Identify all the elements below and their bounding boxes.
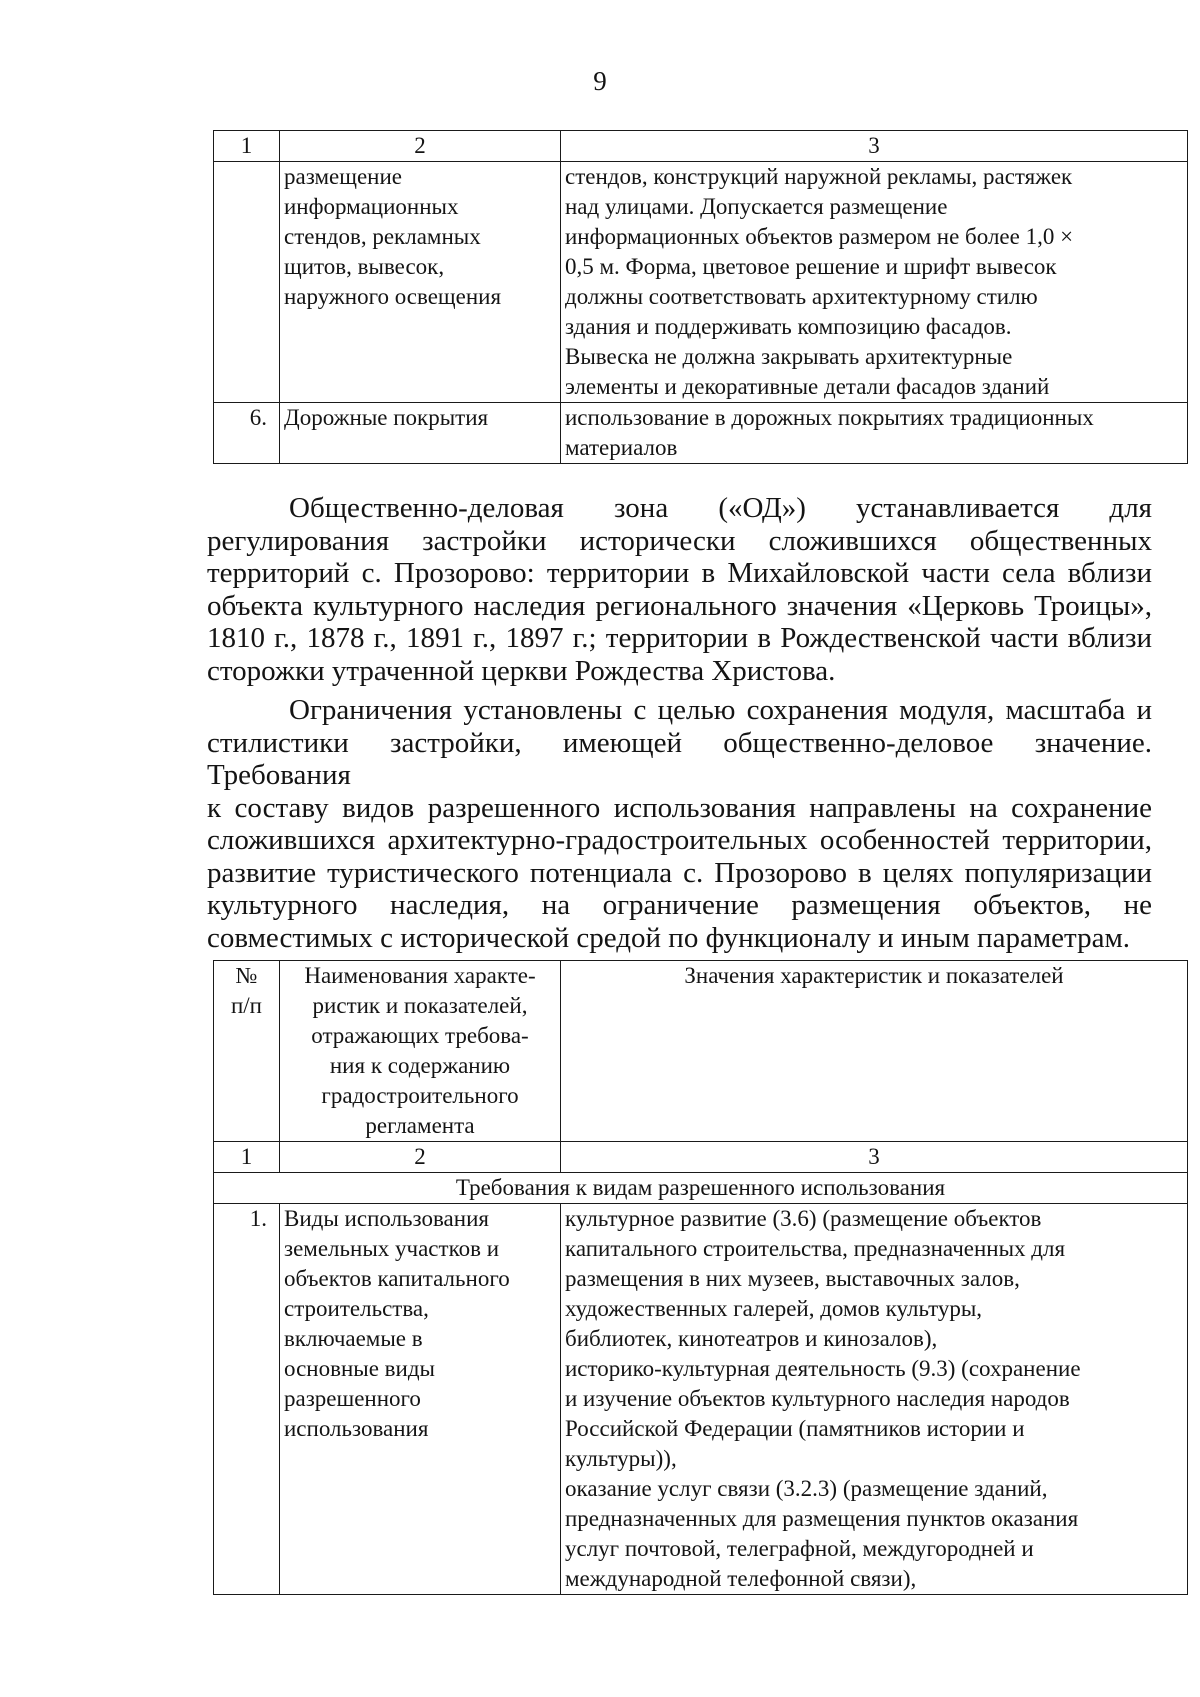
- cell-line: международной телефонной связи),: [565, 1566, 917, 1591]
- page-number: 9: [593, 66, 607, 96]
- column-header-row: [214, 961, 1188, 1142]
- bottom-regulation-table: [213, 960, 1188, 1595]
- cell-line: строительства,: [284, 1296, 429, 1321]
- cell-line: художественных галерей, домов культуры,: [565, 1296, 983, 1321]
- index-col-2: 2: [280, 1142, 561, 1173]
- row-name: [280, 1204, 561, 1595]
- cell-line: культурное развитие (3.6) (размещение объектов: [565, 1206, 1042, 1231]
- paragraph-line: территорий с. Прозорово: территории в Михайловской части села вблизи: [207, 557, 1152, 589]
- cell-line: над улицами. Допускается размещение: [565, 194, 948, 219]
- table-row: [214, 1204, 1188, 1595]
- cell-line: основные виды: [284, 1356, 435, 1381]
- cell-line: услуг почтовой, телеграфной, междугородней и: [565, 1536, 1034, 1561]
- cell-line: стендов, рекламных: [284, 224, 481, 249]
- row-number: 1.: [214, 1204, 280, 1595]
- cell-line: размещения в них музеев, выставочных залов,: [565, 1266, 1020, 1291]
- paragraph-line: объекта культурного наследия регионального значения «Церковь Троицы»,: [207, 589, 1152, 622]
- cell-line: использования: [284, 1416, 429, 1441]
- cell-line: размещение: [284, 164, 402, 189]
- name-header: [280, 961, 561, 1142]
- section-title-row: [214, 1173, 1188, 1204]
- paragraph-line: 1810 г., 1878 г., 1891 г., 1897 г.; территории в Рождественской части вблизи: [207, 622, 1152, 654]
- cell-line: №: [235, 963, 258, 988]
- row-value: [561, 162, 1188, 403]
- header-col-2: 2: [280, 131, 561, 162]
- row-name: [280, 162, 561, 403]
- cell-line: ристик и показателей,: [312, 993, 528, 1018]
- cell-line: библиотек, кинотеатров и кинозалов),: [565, 1326, 938, 1351]
- table-header-row: [214, 131, 1188, 162]
- paragraph-line: Общественно-деловая зона («ОД») устанавливается для: [289, 492, 1152, 524]
- index-col-1: 1: [214, 1142, 280, 1173]
- paragraph-line: сложившихся архитектурно-градостроительных особенностей территории,: [207, 824, 1152, 856]
- cell-line: разрешенного: [284, 1386, 421, 1411]
- cell-line: Российской Федерации (памятников истории и: [565, 1416, 1025, 1441]
- cell-line: культуры)),: [565, 1446, 677, 1471]
- row-name: [280, 403, 561, 464]
- cell-line: и изучение объектов культурного наследия народов: [565, 1386, 1070, 1411]
- cell-line: объектов капитального: [284, 1266, 510, 1291]
- paragraph-line: совместимых с исторической средой по функционалу и иным параметрам.: [207, 921, 1131, 954]
- paragraph-od-zone: [207, 492, 1152, 687]
- cell-line: Дорожные покрытия: [284, 405, 489, 430]
- cell-line: использование в дорожных покрытиях традиционных: [565, 405, 1094, 430]
- cell-line: капитального строительства, предназначенных для: [565, 1236, 1066, 1261]
- cell-line: включаемые в: [284, 1326, 423, 1351]
- value-header: Значения характеристик и показателей: [561, 961, 1188, 1142]
- cell-line: регламента: [365, 1113, 475, 1138]
- cell-line: элементы и декоративные детали фасадов зданий: [565, 374, 1050, 399]
- index-row: [214, 1142, 1188, 1173]
- cell-line: историко-культурная деятельность (9.3) (сохранение: [565, 1356, 1081, 1381]
- num-header: [214, 961, 280, 1142]
- cell-line: 0,5 м. Форма, цветовое решение и шрифт вывесок: [565, 254, 1057, 279]
- cell-line: информационных объектов размером не более 1,0 ×: [565, 224, 1074, 249]
- table-row: [214, 403, 1188, 464]
- cell-line: градостроительного: [321, 1083, 519, 1108]
- cell-line: ния к содержанию: [329, 1053, 511, 1078]
- paragraph-line: регулирования застройки исторически сложившихся общественных: [207, 524, 1152, 557]
- paragraph-line: стилистики застройки, имеющей общественно-деловое значение. Требования: [207, 726, 1152, 791]
- row-number: [214, 162, 280, 403]
- cell-line: стендов, конструкций наружной рекламы, растяжек: [565, 164, 1073, 189]
- cell-line: предназначенных для размещения пунктов оказания: [565, 1506, 1079, 1531]
- paragraph-line: культурного наследия, на ограничение размещения объектов, не: [207, 889, 1152, 921]
- index-col-3: 3: [561, 1142, 1188, 1173]
- row-value: [561, 1204, 1188, 1595]
- cell-line: должны соответствовать архитектурному стилю: [565, 284, 1038, 309]
- cell-line: п/п: [230, 993, 262, 1018]
- paragraph-line: развитие туристического потенциала с. Прозорово в целях популяризации: [207, 856, 1152, 889]
- table-row: [214, 162, 1188, 403]
- paragraph-line: сторожки утраченной церкви Рождества Христова.: [207, 654, 836, 687]
- cell-line: здания и поддерживать композицию фасадов.: [565, 314, 1012, 339]
- paragraph-line: Ограничения установлены с целью сохранения модуля, масштаба и: [289, 694, 1152, 726]
- row-number: 6.: [214, 403, 280, 464]
- paragraph-restrictions: [207, 694, 1152, 954]
- header-col-1: 1: [214, 131, 280, 162]
- cell-line: щитов, вывесок,: [284, 254, 445, 279]
- top-regulation-table: [213, 130, 1188, 464]
- cell-line: Виды использования: [284, 1206, 489, 1231]
- cell-line: земельных участков и: [284, 1236, 499, 1261]
- cell-line: информационных: [284, 194, 459, 219]
- cell-line: оказание услуг связи (3.2.3) (размещение зданий,: [565, 1476, 1048, 1501]
- paragraph-line: к составу видов разрешенного использования направлены на сохранение: [207, 791, 1152, 824]
- cell-line: материалов: [565, 435, 678, 460]
- cell-line: Наименования характе-: [304, 963, 536, 988]
- row-value: [561, 403, 1188, 464]
- cell-line: отражающих требова-: [311, 1023, 529, 1048]
- cell-line: Вывеска не должна закрывать архитектурные: [565, 344, 1013, 369]
- cell-line: наружного освещения: [284, 284, 502, 309]
- section-title: Требования к видам разрешенного использования: [214, 1173, 1188, 1204]
- header-col-3: 3: [561, 131, 1188, 162]
